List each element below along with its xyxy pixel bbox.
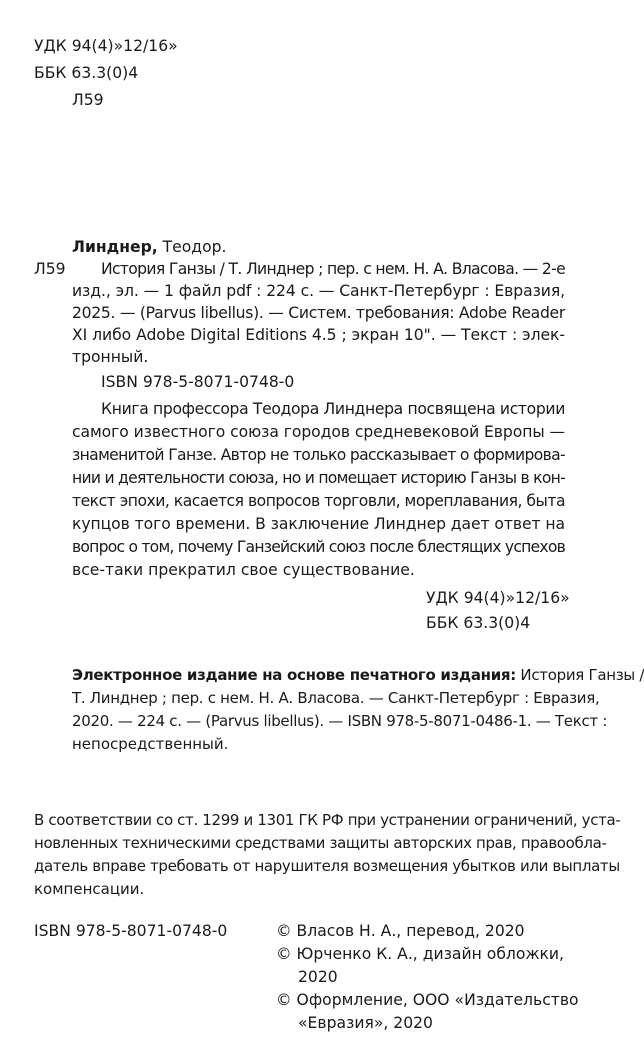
record-author-bold: Линднер, bbox=[72, 238, 158, 256]
annotation-line: вопрос о том, почему Ганзейский союз после блестящих успехов bbox=[72, 538, 565, 556]
annotation-line: все-таки прекратил свое существование. bbox=[72, 561, 415, 579]
record-description-line: изд., эл. — 1 файл pdf : 224 с. — Санкт-Петербург : Евразия, bbox=[72, 282, 565, 300]
author-mark-top: Л59 bbox=[72, 91, 104, 109]
print-edition-title: История Ганзы / bbox=[515, 666, 644, 684]
copyright-line: © Юрченко К. А., дизайн обложки, bbox=[276, 945, 564, 963]
record-description-line: тронный. bbox=[72, 348, 149, 366]
udk-code-top: УДК 94(4)»12/16» bbox=[34, 37, 178, 55]
record-isbn: ISBN 978-5-8071-0748-0 bbox=[101, 373, 295, 391]
bbk-code-right: ББК 63.3(0)4 bbox=[426, 614, 531, 632]
copyright-line: «Евразия», 2020 bbox=[298, 1014, 433, 1032]
copyright-line: © Оформление, ООО «Издательство bbox=[276, 991, 579, 1009]
annotation-line: купцов того времени. В заключение Линднер дает ответ на bbox=[72, 515, 565, 533]
copyright-line: 2020 bbox=[298, 968, 338, 986]
record-mark: Л59 bbox=[34, 260, 66, 278]
print-edition-line: непосредственный. bbox=[72, 735, 229, 753]
annotation-line: самого известного союза городов средневековой Европы — bbox=[72, 423, 565, 441]
print-edition-line: Т. Линднер ; пер. с нем. Н. А. Власова. — Санкт-Петербург : Евразия, bbox=[72, 689, 600, 707]
legal-line: новленных техническими средствами защиты авторских прав, правообла- bbox=[34, 834, 607, 852]
record-description-line: 2025. — (Parvus libellus). — Систем. требования: Adobe Reader bbox=[72, 304, 565, 322]
record-heading bbox=[72, 236, 226, 259]
legal-line: компенсации. bbox=[34, 880, 145, 898]
bottom-isbn: ISBN 978-5-8071-0748-0 bbox=[34, 922, 228, 940]
annotation-line: Книга профессора Теодора Линднера посвящена истории bbox=[101, 400, 565, 418]
legal-line: В соответствии со ст. 1299 и 1301 ГК РФ при устранении ограничений, уста- bbox=[34, 811, 621, 829]
legal-line: датель вправе требовать от нарушителя возмещения убытков или выплаты bbox=[34, 857, 620, 875]
print-edition-line: 2020. — 224 с. — (Parvus libellus). — ISBN 978-5-8071-0486-1. — Текст : bbox=[72, 712, 608, 730]
annotation-line: нии и деятельности союза, но и помещает историю Ганзы в кон- bbox=[72, 469, 565, 487]
record-author-rest: Теодор. bbox=[157, 238, 227, 256]
copyright-line: © Власов Н. А., перевод, 2020 bbox=[276, 922, 525, 940]
print-edition-label: Электронное издание на основе печатного издания: bbox=[72, 666, 516, 684]
record-description-line: История Ганзы / Т. Линднер ; пер. с нем. Н. А. Власова. — 2-е bbox=[101, 260, 565, 278]
annotation-line: знаменитой Ганзе. Автор не только рассказывает о формирова- bbox=[72, 446, 565, 464]
record-description-line: XI либо Adobe Digital Editions 4.5 ; экран 10". — Текст : элек- bbox=[72, 326, 565, 344]
print-edition-first-line bbox=[72, 664, 644, 687]
udk-code-right: УДК 94(4)»12/16» bbox=[426, 589, 570, 607]
bbk-code-top: ББК 63.3(0)4 bbox=[34, 64, 139, 82]
annotation-line: текст эпохи, касается вопросов торговли, мореплавания, быта bbox=[72, 492, 565, 510]
